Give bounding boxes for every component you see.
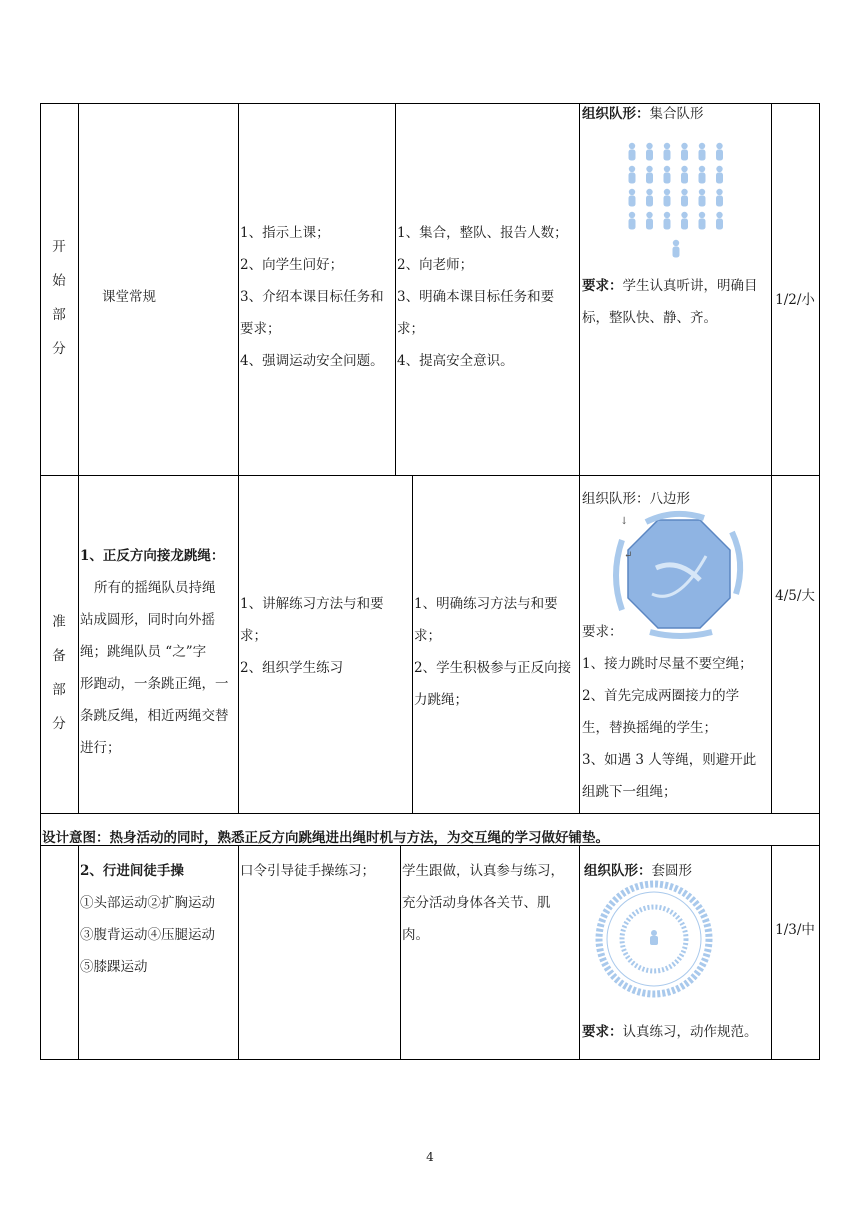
- student-figure: [664, 166, 670, 172]
- student-figure: [646, 166, 652, 172]
- student-figure-body: [629, 150, 636, 161]
- student-figure: [716, 143, 722, 149]
- content-jump-rope: 1、正反方向接龙跳绳： 所有的摇绳队员持绳 站成圆形，同时向外摇 绳；跳绳队员 “之”字 形跑动，一条跳正绳，一 条跳反绳，相近两绳交替 进行；: [80, 548, 229, 756]
- org-formation-2: 组织队形：八边形: [582, 491, 690, 507]
- student-figure-body: [681, 196, 688, 207]
- svg-text:↵: ↵: [624, 550, 633, 561]
- rule-r1-c2: [238, 103, 239, 475]
- student-figure-body: [646, 219, 653, 230]
- student-figure-body: [681, 173, 688, 184]
- student-figure: [699, 166, 705, 172]
- teacher-activity-2: 1、讲解练习方法与和要 求； 2、组织学生练习: [240, 596, 384, 676]
- student-activity-2: 1、明确练习方法与和要 求； 2、学生积极参与正反向接 力跳绳；: [414, 596, 572, 708]
- section-start: 开 始 部 分: [52, 239, 66, 357]
- student-figure-body: [699, 150, 706, 161]
- rule-r3-c3: [400, 845, 401, 1059]
- rule-r1-c1: [78, 103, 79, 475]
- student-figure: [699, 143, 705, 149]
- student-figure-body: [629, 219, 636, 230]
- requirement-2: 要求： 1、接力跳时尽量不要空绳； 2、首先完成两圈接力的学 生，替换摇绳的学生； 3、如遇 3 人等绳，则避开此 组跳下一组绳；: [582, 624, 757, 800]
- nested-circle-formation-figure: [590, 878, 718, 1000]
- student-figure-body: [629, 196, 636, 207]
- student-figure-body: [646, 196, 653, 207]
- teacher-activity-1: 1、指示上课； 2、向学生问好； 3、介绍本课目标任务和 要求； 4、强调运动安全问题。: [240, 225, 384, 369]
- student-figure: [716, 189, 722, 195]
- requirement-3: 要求：认真练习，动作规范。: [582, 1024, 758, 1040]
- student-figure: [681, 189, 687, 195]
- student-activity-1: 1、集合，整队、报告人数； 2、向老师； 3、明确本课目标任务和要 求； 4、提高安全意识。: [397, 225, 568, 369]
- rule-r3-c1: [78, 845, 79, 1059]
- rule-right: [819, 103, 820, 1060]
- svg-text:↓: ↓: [620, 516, 629, 527]
- teacher-activity-3: 口令引导徒手操练习；: [240, 863, 375, 879]
- student-figure-body: [716, 219, 723, 230]
- student-figure-body: [681, 150, 688, 161]
- student-figure-body: [699, 196, 706, 207]
- student-figure: [646, 212, 652, 218]
- student-figure: [629, 212, 635, 218]
- student-figure: [629, 189, 635, 195]
- student-figure-body: [699, 173, 706, 184]
- duration-3: 1/3/中: [775, 922, 815, 938]
- duration-2: 4/5/大: [775, 588, 815, 604]
- student-figure: [699, 189, 705, 195]
- student-figure: [681, 166, 687, 172]
- student-figure-body: [716, 173, 723, 184]
- student-figure-body: [699, 219, 706, 230]
- student-figure: [716, 166, 722, 172]
- student-figure-body: [673, 247, 680, 258]
- org-formation-1: 组织队形：集合队形: [582, 106, 704, 122]
- student-figure: [716, 212, 722, 218]
- student-figure-body: [629, 173, 636, 184]
- student-figure-body: [646, 173, 653, 184]
- page-number: 4: [426, 1150, 434, 1164]
- student-figure: [699, 212, 705, 218]
- rule-r2-c1: [78, 475, 79, 813]
- duration-1: 1/2/小: [775, 292, 815, 308]
- student-figure: [664, 212, 670, 218]
- student-figure-body: [664, 196, 671, 207]
- rule-bottom: [40, 1059, 820, 1060]
- student-figure: [629, 166, 635, 172]
- rule-r3-c5: [771, 845, 772, 1059]
- student-figure-body: [716, 150, 723, 161]
- student-figure: [664, 189, 670, 195]
- design-intent: 设计意图：热身活动的同时，熟悉正反方向跳绳进出绳时机与方法，为交互绳的学习做好铺垫。: [42, 830, 609, 846]
- student-figure: [681, 212, 687, 218]
- student-figure: [673, 240, 679, 246]
- rule-row1-end: [40, 475, 820, 476]
- rule-row2-end: [40, 813, 820, 814]
- student-figure: [646, 189, 652, 195]
- student-figure: [646, 143, 652, 149]
- student-figure: [681, 143, 687, 149]
- student-figure-body: [664, 150, 671, 161]
- content-calisthenics: 2、行进间徒手操 ①头部运动②扩胸运动 ③腹背运动④压腿运动 ⑤膝踝运动: [80, 863, 215, 975]
- org-formation-3: 组织队形：套圆形: [584, 863, 692, 879]
- assembly-formation-figure: [622, 138, 732, 258]
- student-figure-body: [681, 219, 688, 230]
- student-figure: [629, 143, 635, 149]
- requirement-1: 要求：学生认真听讲，明确目 标，整队快、静、齐。: [582, 278, 758, 326]
- rule-r3-c2: [238, 845, 239, 1059]
- student-figure-body: [646, 150, 653, 161]
- section-prepare: 准 备 部 分: [52, 614, 66, 732]
- student-figure-body: [664, 219, 671, 230]
- student-figure-body: [716, 196, 723, 207]
- student-figure-body: [664, 173, 671, 184]
- student-activity-3: 学生跟做，认真参与练习， 充分活动身体各关节、肌 肉。: [402, 863, 564, 943]
- content-routine: 课堂常规: [102, 289, 156, 305]
- rule-r2-c2: [238, 475, 239, 813]
- student-figure: [664, 143, 670, 149]
